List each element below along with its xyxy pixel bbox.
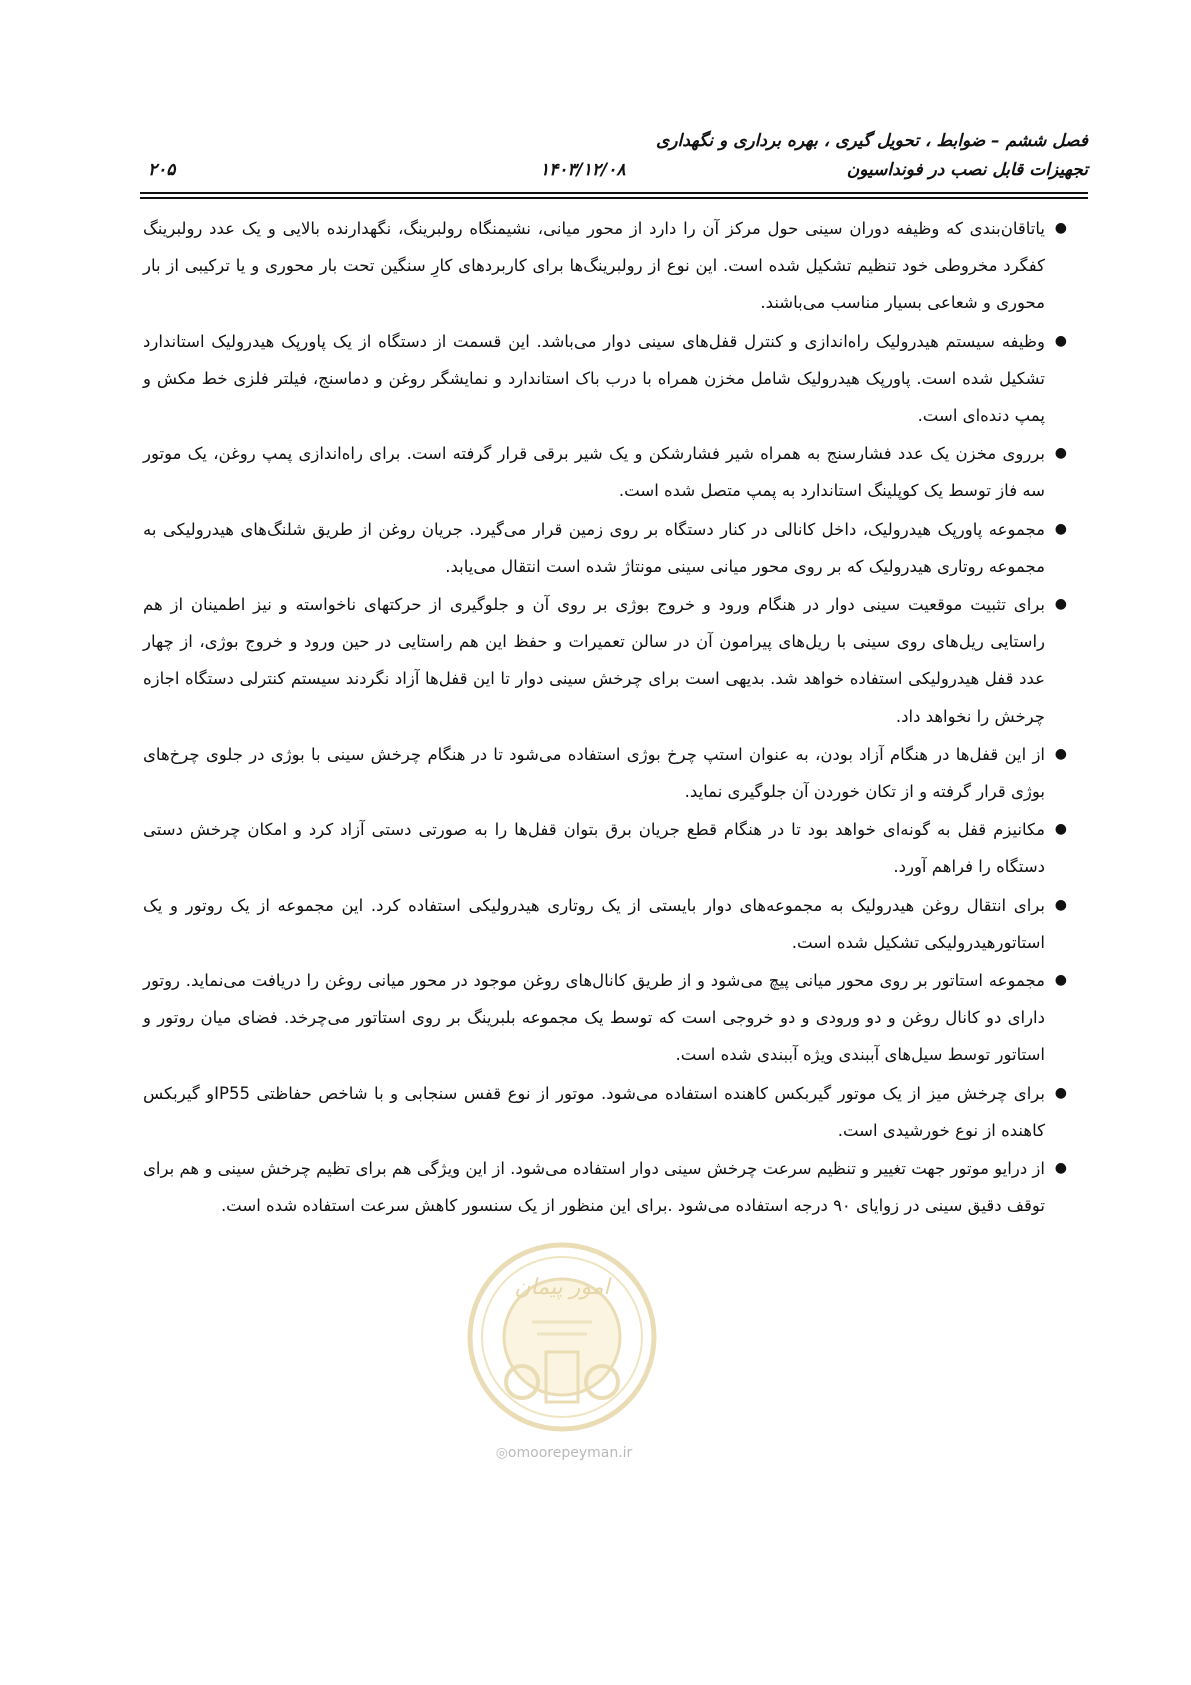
page-header <box>140 128 1088 184</box>
paragraph-text: مجموعه پاورپک هیدرولیک، داخل کانالی در کنار دستگاه بر روی زمین قرار می‌گیرد. جریان روغن از طریق شلنگ‌های هیدرولیکی به مجموعه روتاری هیدرولیک که بر روی محور میانی سینی مونتاژ شده است انتقال می‌یابد. <box>143 519 1045 576</box>
paragraph-text: برای چرخش میز از یک موتور گیربکس کاهنده استفاده می‌شود. موتور از نوع قفس سنجابی و با شاخص حفاظتی IP55و گیربکس کاهنده از نوع خورشیدی است. <box>143 1083 1045 1140</box>
list-item <box>143 586 1067 735</box>
section-subtitle: تجهیزات قابل نصب در فونداسیون <box>846 160 1088 180</box>
bullet-icon: ● <box>1054 896 1067 913</box>
paragraph-text: برروی مخزن یک عدد فشارسنج به همراه شیر فشارشکن و یک شیر برقی قرار گرفته است. برای راه‌اندازی پمپ روغن، یک موتور سه فاز توسط یک کوپلینگ استاندارد به پمپ متصل شده است. <box>143 444 1045 501</box>
seal-watermark-icon <box>462 1232 662 1442</box>
paragraph-text: مکانیزم قفل به گونه‌ای خواهد بود تا در هنگام قطع جریان برق بتوان قفل‌ها را به صورتی دستی آزاد کرد و امکان چرخش دستی دستگاه را فراهم آورد. <box>143 820 1045 877</box>
chapter-title: فصل ششم – ضوابط ، تحویل گیری ، بهره برداری و نگهداری <box>656 131 1088 151</box>
bullet-icon: ● <box>1054 1160 1067 1177</box>
list-item <box>143 1075 1067 1149</box>
bullet-list <box>143 210 1067 1224</box>
bullet-icon: ● <box>1054 972 1067 989</box>
bullet-icon: ● <box>1054 445 1067 462</box>
list-item <box>143 210 1067 322</box>
watermark-website: ◎omoorepeyman.ir <box>495 1445 633 1461</box>
list-item <box>143 435 1067 509</box>
paragraph-text: از درایو موتور جهت تغییر و تنظیم سرعت چرخش سینی دوار استفاده می‌شود. از این ویژگی هم برای تظیم چرخش سینی و هم برای توقف دقیق سینی در زوایای ۹۰ درجه استفاده می‌شود .برای این منظور از یک سنسور کاهش سرعت استفاده شده است. <box>143 1159 1045 1216</box>
svg-text:امور پیمان: امور پیمان <box>514 1275 610 1300</box>
paragraph-text: مجموعه استاتور بر روی محور میانی پیچ می‌شود و از طریق کانال‌های روغن موجود در محور میانی روغن را دریافت می‌نماید. روتور دارای دو کانال روغن و دو ورودی و دو خروجی است که توسط یک مجموعه بلبرینگ بر روی استاتور می‌چرخد. فضای میان روتور و استاتور توسط سیل‌های آببندی ویژه آببندی شده است. <box>143 971 1045 1065</box>
list-item <box>143 811 1067 885</box>
list-item <box>143 1150 1067 1224</box>
paragraph-text: برای انتقال روغن هیدرولیک به مجموعه‌های دوار بایستی از یک روتاری هیدرولیکی استفاده کرد. این مجموعه از یک روتور و یک استاتورهیدرولیکی تشکیل شده است. <box>143 895 1045 952</box>
bullet-icon: ● <box>1054 596 1067 613</box>
paragraph-text: برای تثبیت موقعیت سینی دوار در هنگام ورود و خروج بوژی بر روی آن و جلوگیری از حرکتهای ناخواسته و نیز اطمینان از هم راستایی ریل‌های روی سینی با ریل‌های پیرامون آن در سالن تعمیرات و حفظ این هم راستایی در حین ورود و خروج بوژی، از چهار عدد قفل هیدرولیکی استفاده خواهد شد. بدیهی است برای چرخش سینی دوار تا این قفل‌ها آزاد نگردند سیستم کنترلی دستگاه اجازه چرخش را نخواهد داد. <box>143 595 1045 726</box>
bullet-icon: ● <box>1054 745 1067 762</box>
bullet-icon: ● <box>1054 1084 1067 1101</box>
bullet-icon: ● <box>1054 821 1067 838</box>
header-double-rule <box>140 192 1088 199</box>
list-item <box>143 736 1067 810</box>
paragraph-text: یاتاقان‌بندی که وظیفه دوران سینی حول مرکز آن را دارد از محور میانی، نشیمنگاه رولبرینگ، نگهدارنده بالایی و یک عدد رولبرینگ کفگرد مخروطی خود تنظیم تشکیل شده است. این نوع از رولبرینگ‌ها برای کاربردهای کارِ سنگین تحت بار محوری و یا ترکیبی از بار محوری و شعاعی بسیار مناسب می‌باشند. <box>143 219 1045 313</box>
bullet-icon: ● <box>1054 332 1067 349</box>
bullet-icon: ● <box>1054 520 1067 537</box>
page-number: ۲۰۵ <box>148 160 176 180</box>
list-item <box>143 962 1067 1074</box>
list-item <box>143 511 1067 585</box>
bullet-icon: ● <box>1054 220 1067 236</box>
watermark-logo-icon: ◎ <box>495 1445 508 1461</box>
list-item <box>143 323 1067 435</box>
header-info-row <box>140 156 1088 184</box>
document-date: ۱۴۰۳/۱۲/۰۸ <box>540 160 626 180</box>
list-item <box>143 887 1067 961</box>
paragraph-text: وظیفه سیستم هیدرولیک راه‌اندازی و کنترل قفل‌های سینی دوار می‌باشد. این قسمت از دستگاه از یک پاورپک هیدرولیک استاندارد تشکیل شده است. پاورپک هیدرولیک شامل مخزن همراه با درب باک استاندارد و نمایشگر روغن و دماسنج، فیلتر فلزی خط مکش و پمپ دنده‌ای است. <box>143 331 1045 426</box>
body-content <box>143 210 1067 1225</box>
paragraph-text: از این قفل‌ها در هنگام آزاد بودن، به عنوان استپ چرخ بوژی استفاده می‌شود تا در هنگام چرخش سینی با بوژی در جلوی چرخ‌های بوژی قرار گرفته و از تکان خوردن آن جلوگیری نماید. <box>143 744 1045 802</box>
